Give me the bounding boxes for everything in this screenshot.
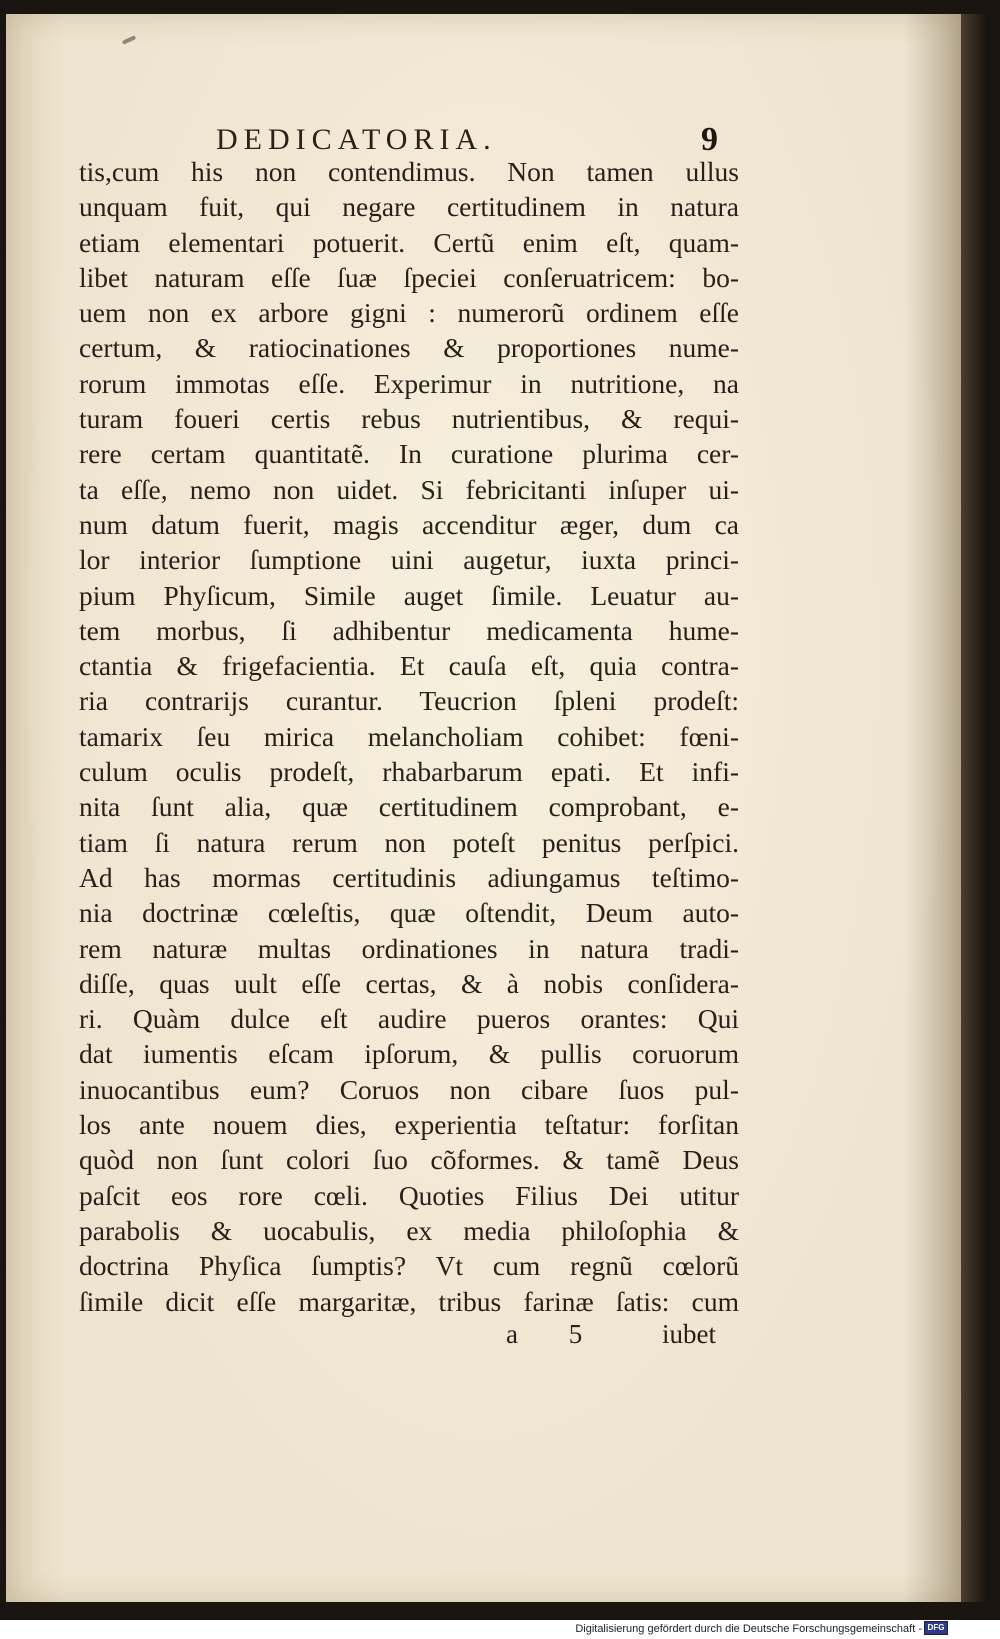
text-line: tis,cum his non contendimus. Non tamen ullus (79, 156, 739, 187)
text-line: num datum fuerit, magis accenditur æger, dum ca (79, 508, 739, 540)
running-head: DEDICATORIA. (216, 123, 497, 156)
digitization-credit: Digitalisierung gefördert durch die Deutsche Forschungsgemeinschaft - (575, 1623, 922, 1635)
text-line: dat iumentis eſcam ipſorum, & pullis coruorum (79, 1038, 739, 1070)
book-page (6, 14, 961, 1602)
text-line: uem non ex arbore gigni : numerorũ ordinem eſſe (79, 297, 739, 329)
book-edge (961, 14, 989, 1602)
text-line: ctantia & frigefacientia. Et cauſa eſt, quia contra- (79, 650, 739, 682)
text-line: unquam fuit, qui negare certitudinem in natura (79, 191, 739, 223)
page-footer-marks (6, 1316, 961, 1352)
text-line: nia doctrinæ cœleſtis, quæ oſtendit, Deum auto- (79, 897, 739, 929)
text-line: culum oculis prodeſt, rhabarbarum epati. Et infi- (79, 756, 739, 788)
signature-mark: a 5 (506, 1319, 605, 1349)
text-line: rere certam quantitatẽ. In curatione plurima cer- (79, 438, 739, 470)
dfg-logo-icon: DFG (924, 1621, 948, 1635)
text-line: tamarix ſeu mirica melancholiam cohibet: fœni- (79, 720, 739, 752)
text-line: Ad has mormas certitudinis adiungamus teſtimo- (79, 861, 739, 893)
body-text (79, 154, 739, 1319)
text-line: parabolis & uocabulis, ex media philoſophia & (79, 1214, 739, 1246)
text-line: etiam elementari potuerit. Certũ enim eſt, quam- (79, 226, 739, 258)
text-line: nita ſunt alia, quæ certitudinem comprobant, e- (79, 791, 739, 823)
text-line: ta eſſe, nemo non uidet. Si febricitanti inſuper ui- (79, 473, 739, 505)
catchword: iubet (662, 1319, 716, 1349)
text-line: certum, & ratiocinationes & proportiones nume- (79, 332, 739, 364)
text-line: diſſe, quas uult eſſe certas, & à nobis conſidera- (79, 967, 739, 999)
text-line: lor interior ſumptione uini augetur, iuxta princi- (79, 544, 739, 576)
text-line: doctrina Phyſica ſumptis? Vt cum regnũ cœlorũ (79, 1250, 739, 1282)
text-line: rem naturæ multas ordinationes in natura tradi- (79, 932, 739, 964)
text-line: ri. Quàm dulce eſt audire pueros orantes: Qui (79, 1003, 739, 1035)
text-line: ria contrarijs curantur. Teucrion ſpleni prodeſt: (79, 685, 739, 717)
text-line: paſcit eos rore cœli. Quoties Filius Dei utitur (79, 1179, 739, 1211)
digitization-footer (0, 1620, 1000, 1639)
page-number: 9 (701, 121, 718, 158)
text-line: ſimile dicit eſſe margaritæ, tribus farinæ ſatis: cum (79, 1285, 739, 1317)
ink-smudge (122, 35, 136, 45)
text-line: tiam ſi natura rerum non poteſt penitus perſpici. (79, 826, 739, 858)
text-line: pium Phyſicum, Simile auget ſimile. Leuatur au- (79, 579, 739, 611)
text-line: inuocantibus eum? Coruos non cibare ſuos pul- (79, 1073, 739, 1105)
text-line: los ante nouem dies, experientia teſtatur: forſitan (79, 1109, 739, 1141)
text-line: tem morbus, ſi adhibentur medicamenta hume- (79, 614, 739, 646)
text-line: quòd non ſunt colori ſuo cõformes. & tamẽ Deus (79, 1144, 739, 1176)
text-line: libet naturam eſſe ſuæ ſpeciei conſeruatricem: bo- (79, 261, 739, 293)
text-line: turam foueri certis rebus nutrientibus, & requi- (79, 403, 739, 435)
text-line: rorum immotas eſſe. Experimur in nutritione, na (79, 367, 739, 399)
page-header (6, 122, 961, 158)
